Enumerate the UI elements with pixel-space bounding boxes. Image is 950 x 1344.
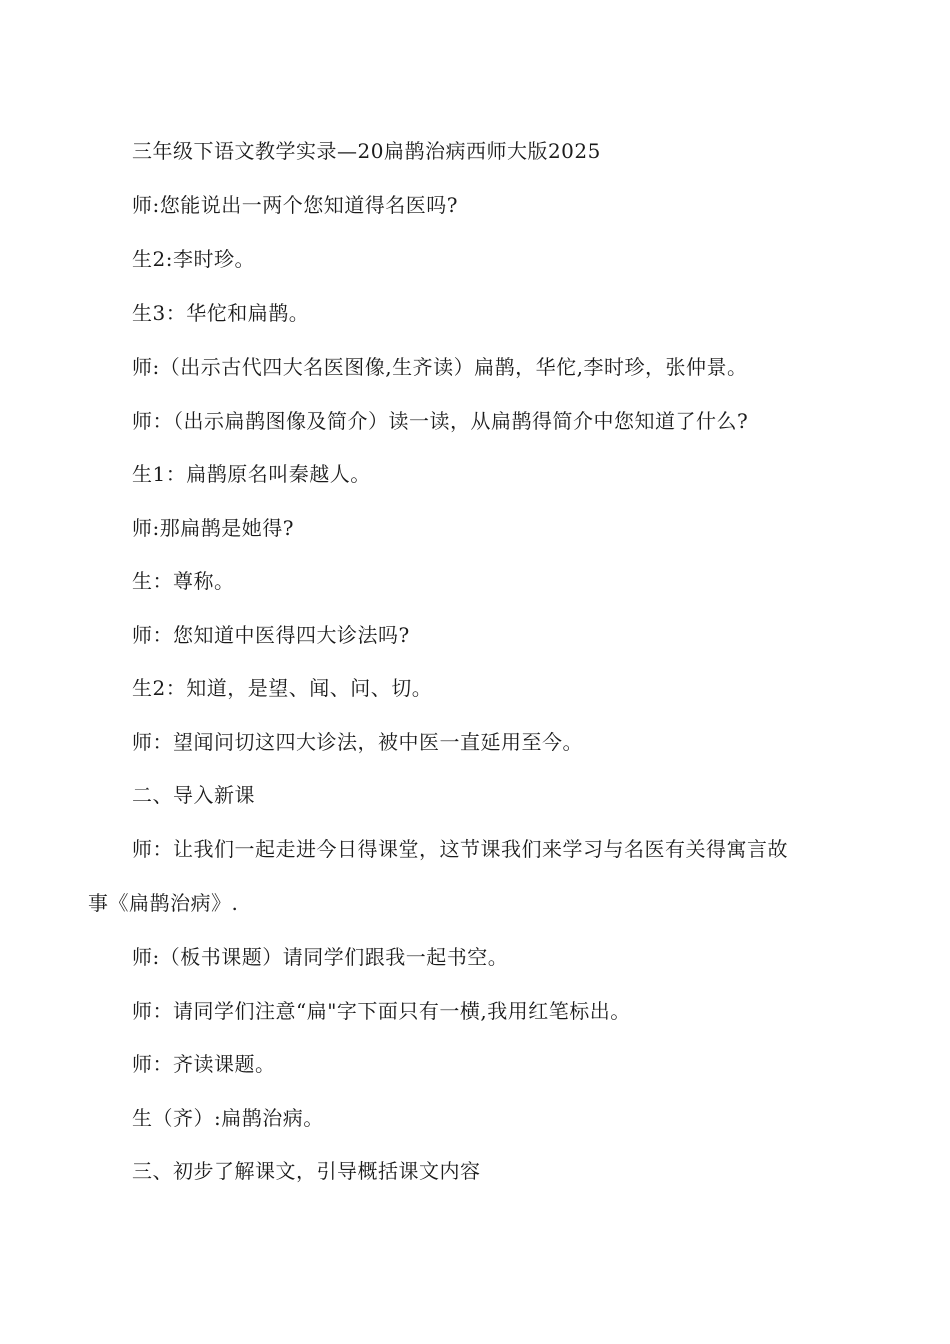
text-line: 师:（出示古代四大名医图像,生齐读）扁鹊，华佗,李时珍，张仲景。 [132,355,748,379]
text-line: 生3：华佗和扁鹊。 [132,301,310,325]
text-line: 师:您能说出一两个您知道得名医吗? [132,193,458,217]
text-line: 生（齐）:扁鹊治病。 [132,1106,324,1130]
text-line: 师：望闻问切这四大诊法，被中医一直延用至今。 [132,730,583,754]
section-heading: 三、初步了解课文，引导概括课文内容 [132,1159,481,1183]
text-line: 师:（板书课题）请同学们跟我一起书空。 [132,945,509,969]
text-line-continuation: 事《扁鹊治病》. [88,891,239,915]
text-line: 师：让我们一起走进今日得课堂，这节课我们来学习与名医有关得寓言故 [132,837,788,861]
text-line: 生2：知道，是望、闻、问、切。 [132,676,433,700]
text-line: 师：齐读课题。 [132,1052,276,1076]
text-line: 师:那扁鹊是她得? [132,516,294,540]
text-line: 生：尊称。 [132,569,235,593]
text-line: 师：请同学们注意“扁"字下面只有一横,我用红笔标出。 [132,999,631,1023]
text-line: 生2:李时珍。 [132,247,255,271]
text-line: 师：您知道中医得四大诊法吗? [132,623,410,647]
text-line: 生1：扁鹊原名叫秦越人。 [132,462,371,486]
document-title: 三年级下语文教学实录—20扁鹊治病西师大版2025 [132,139,601,163]
text-line: 师：（出示扁鹊图像及简介）读一读，从扁鹊得简介中您知道了什么? [132,409,749,433]
section-heading: 二、导入新课 [132,783,255,807]
